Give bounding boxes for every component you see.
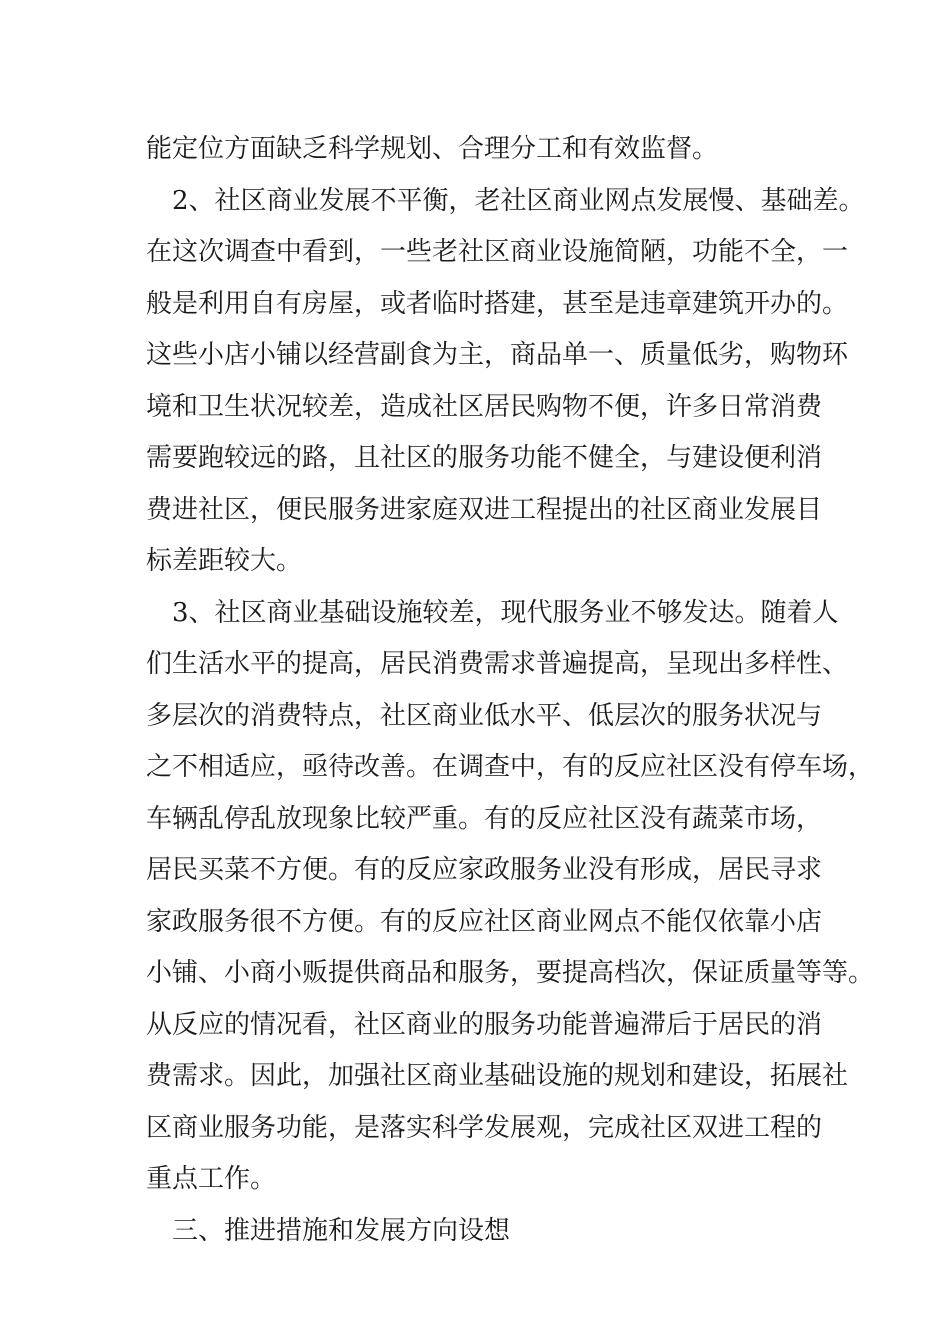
text-line: 居民买菜不方便。有的反应家政服务业没有形成，居民寻求 xyxy=(146,855,823,885)
text-line: 多层次的消费特点，社区商业低水平、低层次的服务状况与 xyxy=(146,700,823,731)
text-line: 家政服务很不方便。有的反应社区商业网点不能仅依靠小店 xyxy=(146,906,823,937)
text-line: 需要跑较远的路，且社区的服务功能不健全，与建设便利消 xyxy=(146,443,823,473)
text-line: 标差距较大。 xyxy=(146,546,303,576)
text-line: 在这次调查中看到，一些老社区商业设施简陋，功能不全，一 xyxy=(146,237,849,267)
text-line: 小铺、小商小贩提供商品和服务，要提高档次，保证质量等等。 xyxy=(146,958,875,988)
text-line: 能定位方面缺乏科学规划、合理分工和有效监督。 xyxy=(146,134,719,164)
section-heading: 三、推进措施和发展方向设想 xyxy=(172,1215,511,1246)
text-line: 般是利用自有房屋，或者临时搭建，甚至是违章建筑开办的。 xyxy=(146,288,849,319)
text-line: 车辆乱停乱放现象比较严重。有的反应社区没有蔬菜市场， xyxy=(146,803,823,834)
text-line: 重点工作。 xyxy=(146,1164,277,1194)
text-line: 费进社区，便民服务进家庭双进工程提出的社区商业发展目 xyxy=(146,494,823,525)
text-line: 2、社区商业发展不平衡，老社区商业网点发展慢、基础差。 xyxy=(172,185,865,216)
text-line: 这些小店小铺以经营副食为主，商品单一、质量低劣，购物环 xyxy=(146,340,849,370)
text-line: 3、社区商业基础设施较差，现代服务业不够发达。随着人 xyxy=(172,597,839,628)
text-line: 从反应的情况看，社区商业的服务功能普遍滞后于居民的消 xyxy=(146,1009,823,1040)
document-body xyxy=(146,124,875,1257)
text-line: 区商业服务功能，是落实科学发展观，完成社区双进工程的 xyxy=(146,1112,823,1143)
text-line: 费需求。因此，加强社区商业基础设施的规划和建设，拓展社 xyxy=(146,1061,849,1091)
text-line: 们生活水平的提高，居民消费需求普遍提高，呈现出多样性、 xyxy=(146,649,849,679)
text-line: 境和卫生状况较差，造成社区居民购物不便，许多日常消费 xyxy=(146,391,823,422)
text-line: 之不相适应，亟待改善。在调查中，有的反应社区没有停车场， xyxy=(146,752,875,782)
